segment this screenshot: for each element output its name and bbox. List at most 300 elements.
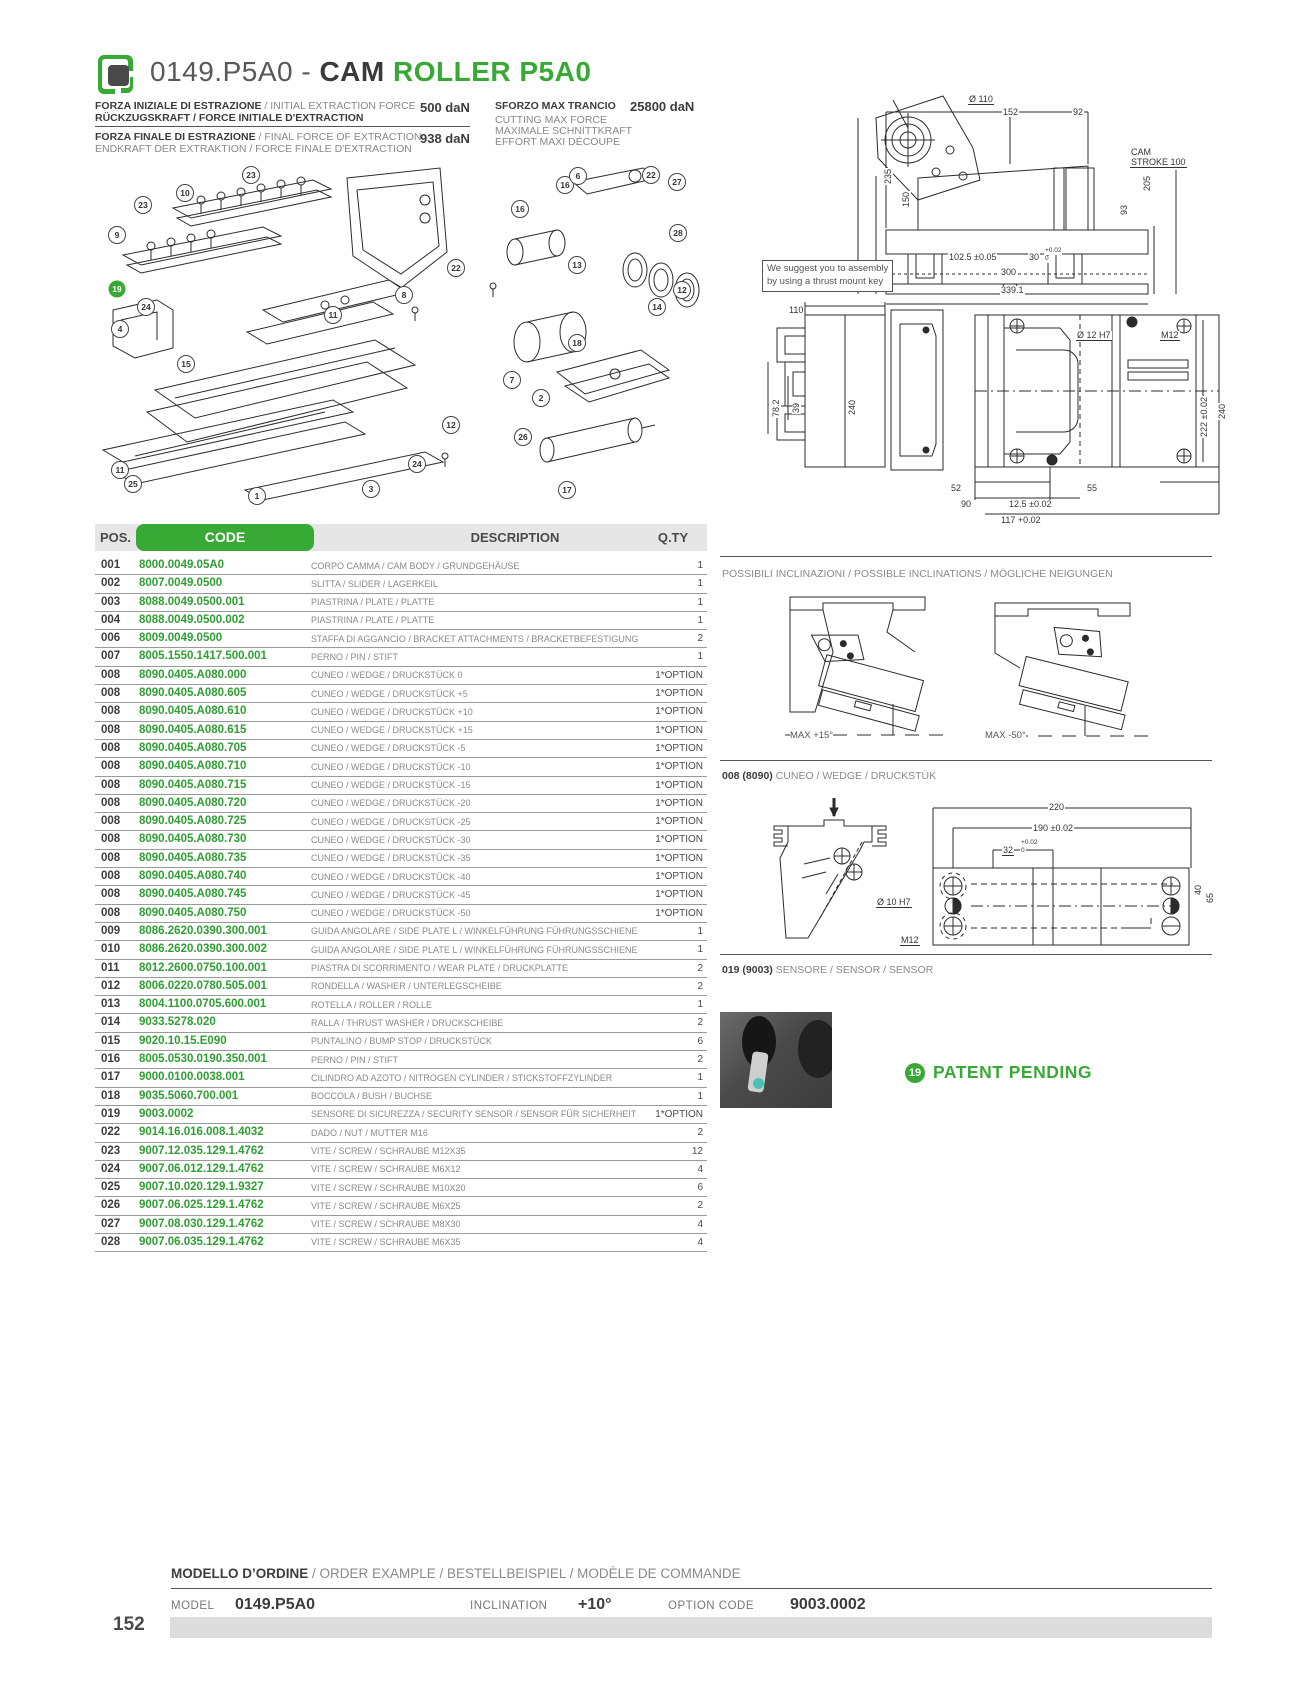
cell-code: 9014.16.016.008.1.4032 (139, 1126, 264, 1139)
dimension-label: 150 (901, 191, 911, 207)
cell-code: 9007.06.025.129.1.4762 (139, 1199, 264, 1212)
force-final-line2 (95, 143, 412, 155)
dimension-label: M12 (901, 935, 919, 945)
svg-text:13: 13 (572, 260, 582, 270)
cell-qty: 1 (697, 1072, 703, 1084)
svg-text:27: 27 (672, 177, 682, 187)
svg-text:22: 22 (646, 170, 656, 180)
cell-code: 8006.0220.0780.505.001 (139, 979, 267, 992)
cell-pos: 027 (101, 1217, 121, 1230)
max-cutting-label (495, 100, 616, 112)
cell-qty: 1 (697, 651, 703, 663)
svg-text:8: 8 (401, 290, 407, 300)
cell-desc: SENSORE DI SICUREZZA / SECURITY SENSOR / SENSOR FÜR SICHERHEIT (311, 1109, 637, 1120)
header-description: DESCRIPTION (470, 530, 560, 545)
dimension-label: 39 (791, 402, 801, 413)
inclinations-title: POSSIBILI INCLINAZIONI / POSSIBLE INCLINATIONS / MÖGLICHE NEIGUNGEN (722, 568, 1113, 580)
dimension-label: 205 (1142, 175, 1152, 191)
cell-pos: 017 (101, 1071, 121, 1084)
cell-code: 8012.2600.0750.100.001 (139, 961, 267, 974)
cell-pos: 018 (101, 1089, 121, 1102)
dimension-label: 110 (789, 305, 804, 315)
cell-pos: 016 (101, 1053, 121, 1066)
cell-pos: 022 (101, 1126, 121, 1139)
cell-desc: GUIDA ANGOLARE / SIDE PLATE L / WINKELFÜHRUNG FÜHRUNGSSCHIENE (311, 926, 638, 937)
svg-text:18: 18 (572, 338, 582, 348)
max-plus-label: MAX +15° (790, 730, 834, 741)
cell-desc: CUNEO / WEDGE / DRUCKSTÜCK +15 (311, 725, 473, 736)
cell-desc: VITE / SCREW / SCHRAUBE M8X30 (311, 1219, 461, 1230)
dimension-label: 339.1 (1001, 285, 1024, 295)
cell-desc: CUNEO / WEDGE / DRUCKSTÜCK -10 (311, 761, 471, 772)
callout-badge (515, 429, 532, 446)
dimension-label: 32 (1003, 845, 1014, 855)
table-row (95, 667, 707, 685)
wedge-section-title (722, 770, 936, 782)
cell-code: 8007.0049.0500 (139, 577, 223, 590)
svg-text:7: 7 (509, 375, 515, 385)
table-row (95, 868, 707, 886)
table-row (95, 740, 707, 758)
cell-code: 8090.0405.A080.730 (139, 833, 247, 846)
dimension-label: STROKE 100 (1131, 157, 1186, 167)
callout-badge (177, 185, 194, 202)
svg-text:23: 23 (138, 200, 148, 210)
cell-code: 8088.0049.0500.001 (139, 595, 245, 608)
cell-qty: 1*OPTION (655, 797, 703, 809)
cell-code: 8090.0405.A080.615 (139, 723, 247, 736)
cell-pos: 011 (101, 961, 120, 974)
cell-code: 8005.1550.1417.500.001 (139, 650, 267, 663)
section-divider-1 (720, 556, 1212, 557)
header-code: CODE (136, 524, 314, 551)
svg-text:16: 16 (560, 180, 570, 190)
table-row (95, 850, 707, 868)
inclination-minus-drawing (985, 598, 1160, 742)
max-cutting-value: 25800 daN (630, 99, 695, 114)
cell-code: 9007.06.012.129.1.4762 (139, 1162, 264, 1175)
cell-desc: VITE / SCREW / SCHRAUBE M6X25 (311, 1200, 461, 1211)
callout-badge (243, 167, 260, 184)
inclination-label: INCLINATION (470, 1600, 548, 1612)
callout-badge (178, 356, 195, 373)
callout-badge (125, 476, 142, 493)
svg-text:24: 24 (412, 459, 422, 469)
footer-bar (170, 1617, 1212, 1638)
dimension-label: 90 (961, 499, 972, 509)
svg-text:2: 2 (538, 393, 544, 403)
dimension-label: 190 ±0.02 (1033, 823, 1073, 833)
cell-pos: 019 (101, 1107, 121, 1120)
cell-desc: CUNEO / WEDGE / DRUCKSTÜCK -20 (311, 798, 471, 809)
dimension-label: 12.5 ±0.02 (1009, 499, 1052, 509)
callout-badge (670, 225, 687, 242)
cell-qty: 2 (697, 980, 703, 992)
exploded-view-drawing (95, 160, 710, 520)
wedge-plan-drawing (933, 798, 1191, 948)
table-row (95, 758, 707, 776)
dimension-label: 55 (1087, 483, 1098, 493)
dimension-label: 0 (1021, 847, 1025, 854)
cell-desc: ROTELLA / ROLLER / ROLLE (311, 999, 433, 1010)
cell-desc: PIASTRINA / PLATE / PLATTE (311, 615, 435, 626)
svg-text:11: 11 (115, 465, 125, 475)
cell-desc: CUNEO / WEDGE / DRUCKSTÜCK +10 (311, 706, 473, 717)
force-initial-value: 500 daN (420, 100, 470, 115)
cell-code: 8090.0405.A080.710 (139, 760, 247, 773)
cell-qty: 1*OPTION (655, 742, 703, 754)
table-row (95, 1014, 707, 1032)
cell-desc: CUNEO / WEDGE / DRUCKSTÜCK -5 (311, 743, 466, 754)
cell-code: 8090.0405.A080.750 (139, 906, 247, 919)
cell-code: 8086.2620.0390.300.002 (139, 943, 267, 956)
cell-pos: 012 (101, 979, 121, 992)
svg-text:14: 14 (652, 302, 662, 312)
cell-desc: GUIDA ANGOLARE / SIDE PLATE L / WINKELFÜHRUNG FÜHRUNGSSCHIENE (311, 944, 638, 955)
cell-code: 9033.5278.020 (139, 1016, 216, 1029)
cell-qty: 1 (697, 614, 703, 626)
cell-code: 8090.0405.A080.000 (139, 668, 247, 681)
cell-qty: 1 (697, 1090, 703, 1102)
page-title (150, 56, 591, 88)
cell-code: 8088.0049.0500.002 (139, 613, 245, 626)
cell-qty: 4 (697, 1218, 703, 1230)
sensor-ref-desc: SENSORE / SENSOR / SENSOR (772, 964, 934, 976)
callout-badge (570, 168, 587, 185)
dimension-label: 92 (1073, 107, 1084, 117)
cell-pos: 024 (101, 1162, 121, 1175)
callout-badge (249, 488, 266, 505)
callout-badge (443, 417, 460, 434)
wedge-ref-desc: CUNEO / WEDGE / DRUCKSTÜK (772, 770, 937, 782)
dimension-label: 152 (1003, 107, 1019, 117)
dimension-label: 300 (1001, 267, 1017, 277)
callout-badge (674, 282, 691, 299)
cell-desc: VITE / SCREW / SCHRAUBE M6X35 (311, 1237, 461, 1248)
cell-pos: 008 (101, 778, 121, 791)
dimension-label: M12 (1161, 330, 1179, 340)
patent-pending-label: PATENT PENDING (933, 1062, 1092, 1082)
cell-desc: VITE / SCREW / SCHRAUBE M10X20 (311, 1182, 466, 1193)
patent-pending (905, 1062, 1092, 1083)
cell-desc: DADO / NUT / MUTTER M16 (311, 1127, 428, 1138)
svg-text:19: 19 (112, 284, 122, 294)
order-title-rest: / ORDER EXAMPLE / BESTELLBEISPIEL / MODÈLE DE COMMANDE (308, 1566, 741, 1581)
cell-pos: 008 (101, 741, 121, 754)
dimension-label: 93 (1119, 204, 1129, 215)
cell-desc: BOCCOLA / BUSH / BUCHSE (311, 1091, 433, 1102)
cell-qty: 2 (697, 962, 703, 974)
table-row (95, 648, 707, 666)
svg-text:10: 10 (180, 188, 190, 198)
header-qty: Q.TY (657, 530, 689, 545)
table-row (95, 1216, 707, 1234)
svg-text:1: 1 (254, 491, 260, 501)
force-final-label: FORZA FINALE DI ESTRAZIONE (95, 131, 256, 143)
table-row (95, 722, 707, 740)
cell-desc: CILINDRO AD AZOTO / NITROGEN CYLINDER / STICKSTOFFZYLINDER (311, 1072, 613, 1083)
inclination-value: +10° (578, 1596, 612, 1613)
table-row (95, 941, 707, 959)
cell-desc: CUNEO / WEDGE / DRUCKSTÜCK -40 (311, 871, 471, 882)
cell-desc: CUNEO / WEDGE / DRUCKSTÜCK -45 (311, 889, 471, 900)
table-row (95, 1069, 707, 1087)
cell-desc: CORPO CAMMA / CAM BODY / GRUNDGEHÄUSE (311, 560, 520, 571)
cell-pos: 003 (101, 595, 121, 608)
dimension-label: 235 (883, 168, 893, 184)
callout-badge (363, 481, 380, 498)
cell-code: 8090.0405.A080.605 (139, 687, 247, 700)
cell-qty: 1*OPTION (655, 852, 703, 864)
model-label: MODEL (171, 1600, 215, 1612)
force-final-value: 938 daN (420, 131, 470, 146)
max-cutting-label-it: SFORZO MAX TRANCIO (495, 100, 616, 112)
force-initial-line2 (95, 112, 364, 124)
cell-qty: 12 (691, 1145, 703, 1157)
svg-text:22: 22 (451, 263, 461, 273)
dimension-label: 240 (1217, 403, 1227, 419)
option-code-label: OPTION CODE (668, 1600, 755, 1612)
svg-text:3: 3 (368, 484, 374, 494)
wedge-ref: 008 (8090) (722, 770, 773, 782)
dimension-label: +0.02 (1045, 247, 1062, 254)
table-row (95, 831, 707, 849)
table-row (95, 813, 707, 831)
table-row (95, 1143, 707, 1161)
cell-desc: PIASTRA DI SCORRIMENTO / WEAR PLATE / DRUCKPLATTE (311, 963, 569, 974)
option-code-value: 9003.0002 (790, 1596, 866, 1613)
svg-text:11: 11 (328, 310, 338, 320)
callout-badge (109, 227, 126, 244)
callout-badge (409, 456, 426, 473)
dimension-label: 52 (951, 483, 962, 493)
cell-code: 9000.0100.0038.001 (139, 1071, 245, 1084)
cell-pos: 009 (101, 924, 121, 937)
dimension-label: 240 (847, 399, 857, 415)
cell-qty: 1*OPTION (655, 834, 703, 846)
table-row (95, 978, 707, 996)
cell-qty: 4 (697, 1236, 703, 1248)
parts-table (95, 524, 707, 1252)
table-row (95, 777, 707, 795)
table-row (95, 996, 707, 1014)
force-initial-label: FORZA INIZIALE DI ESTRAZIONE (95, 100, 262, 112)
cell-qty: 1*OPTION (655, 724, 703, 736)
cell-pos: 026 (101, 1199, 121, 1212)
cell-desc: CUNEO / WEDGE / DRUCKSTÜCK -25 (311, 816, 471, 827)
patent-badge-19: 19 (905, 1063, 925, 1083)
cell-qty: 2 (697, 1054, 703, 1066)
cell-code: 9007.08.030.129.1.4762 (139, 1217, 264, 1230)
cell-pos: 010 (101, 943, 121, 956)
callout-badge (504, 372, 521, 389)
section-divider-3 (720, 954, 1212, 955)
cell-desc: PERNO / PIN / STIFT (311, 1054, 399, 1065)
cell-code: 8090.0405.A080.725 (139, 815, 247, 828)
dimension-label: 78.2 (771, 399, 781, 417)
table-row (95, 685, 707, 703)
cell-desc: SLITTA / SLIDER / LAGERKEIL (311, 578, 438, 589)
cell-pos: 008 (101, 888, 121, 901)
cell-pos: 008 (101, 705, 121, 718)
cell-code: 8009.0049.0500 (139, 632, 223, 645)
cell-qty: 2 (697, 633, 703, 645)
force-divider (95, 126, 470, 127)
cell-qty: 1 (697, 925, 703, 937)
dimension-label: Ø 10 H7 (877, 897, 911, 907)
cell-qty: 1*OPTION (655, 688, 703, 700)
cell-qty: 6 (697, 1035, 703, 1047)
brand-logo-icon (95, 52, 141, 98)
order-example-title (171, 1566, 741, 1581)
table-row (95, 905, 707, 923)
cell-qty: 1*OPTION (655, 907, 703, 919)
cell-code: 9007.12.035.129.1.4762 (139, 1144, 264, 1157)
dimension-label: 65 (1205, 892, 1215, 903)
table-row (95, 557, 707, 575)
cell-qty: 1*OPTION (655, 761, 703, 773)
dimension-label: 220 (1049, 802, 1065, 812)
svg-text:9: 9 (114, 230, 120, 240)
cell-qty: 2 (697, 1017, 703, 1029)
callout-badge (643, 167, 660, 184)
callout-badge (135, 197, 152, 214)
table-row (95, 1197, 707, 1215)
title-roller: ROLLER P5A0 (384, 56, 592, 87)
dimension-label: 102.5 ±0.05 (949, 252, 997, 262)
dimension-label: Ø 110 (969, 94, 993, 104)
cell-qty: 1*OPTION (655, 816, 703, 828)
cell-desc: RALLA / THRUST WASHER / DRUCKSCHEIBE (311, 1017, 504, 1028)
max-cutting-sub-fr: EFFORT MAXI DÉCOUPE (495, 136, 621, 148)
assembly-note-line2: by using a thrust mount key (767, 275, 884, 287)
svg-text:12: 12 (677, 285, 687, 295)
cell-qty: 1 (697, 944, 703, 956)
cell-pos: 008 (101, 760, 121, 773)
table-row (95, 575, 707, 593)
callout-badge (559, 482, 576, 499)
cell-pos: 008 (101, 906, 121, 919)
callout-badge (512, 201, 529, 218)
cell-pos: 014 (101, 1016, 121, 1029)
dimension-label: CAM (1131, 147, 1151, 157)
cell-qty: 1*OPTION (655, 871, 703, 883)
callout-badge (396, 287, 413, 304)
parts-table-rows (95, 557, 707, 1252)
table-row (95, 594, 707, 612)
cell-desc: STAFFA DI AGGANCIO / BRACKET ATTACHMENTS / BRACKETBEFESTIGUNG (311, 633, 639, 644)
cell-desc: PERNO / PIN / STIFT (311, 651, 399, 662)
cell-code: 9020.10.15.E090 (139, 1034, 227, 1047)
cell-qty: 1 (697, 560, 703, 571)
cell-pos: 025 (101, 1181, 121, 1194)
table-row (95, 886, 707, 904)
assembly-note-line1: We suggest you to assembly (767, 263, 889, 274)
cell-qty: 1*OPTION (655, 1108, 703, 1120)
cell-pos: 008 (101, 833, 121, 846)
cell-pos: 008 (101, 815, 121, 828)
cell-qty: 1 (697, 578, 703, 590)
svg-text:23: 23 (246, 170, 256, 180)
cell-qty: 2 (697, 1200, 703, 1212)
force-final-label-de: ENDKRAFT DER EXTRAKTION / FORCE FINALE D'EXTRACTION (95, 143, 412, 155)
callout-badge (669, 174, 686, 191)
svg-text:4: 4 (117, 324, 123, 334)
cell-pos: 008 (101, 870, 121, 883)
dimension-label: 40 (1193, 884, 1203, 895)
sensor-photo (720, 1012, 832, 1108)
table-row (95, 1051, 707, 1069)
cell-desc: RONDELLA / WASHER / UNTERLEGSCHEIBE (311, 981, 502, 992)
cell-code: 8090.0405.A080.705 (139, 741, 247, 754)
cell-qty: 1 (697, 999, 703, 1011)
cell-pos: 008 (101, 668, 121, 681)
cell-pos: 007 (101, 650, 121, 663)
dimension-label: Ø 12 H7 (1077, 330, 1111, 340)
table-row (95, 1033, 707, 1051)
cell-pos: 008 (101, 723, 121, 736)
cell-qty: 4 (697, 1163, 703, 1175)
table-row (95, 630, 707, 648)
model-value: 0149.P5A0 (235, 1596, 316, 1613)
cell-desc: CUNEO / WEDGE / DRUCKSTÜCK -15 (311, 780, 471, 791)
section-divider-2 (720, 760, 1212, 761)
callout-badge-green (109, 281, 126, 298)
cell-pos: 008 (101, 796, 121, 809)
table-row (95, 612, 707, 630)
max-minus-label: MAX -50° (985, 730, 1026, 741)
cell-pos: 006 (101, 632, 121, 645)
cell-qty: 6 (697, 1182, 703, 1194)
cell-code: 9035.5060.700.001 (139, 1089, 239, 1102)
sensor-ref: 019 (9003) (722, 964, 773, 976)
page-number: 152 (113, 1614, 145, 1635)
photo-hole (798, 1020, 832, 1078)
dimension-label: 117 +0.02 (1001, 515, 1041, 525)
callout-badge (448, 260, 465, 277)
force-initial-label-de: RÜCKZUGSKRAFT / FORCE INITIALE D'EXTRACTION (95, 112, 364, 124)
callout-badge (649, 299, 666, 316)
dimension-label: +0.02 (1021, 839, 1038, 846)
cell-qty: 1*OPTION (655, 706, 703, 718)
cell-code: 8090.0405.A080.735 (139, 851, 247, 864)
table-row (95, 1106, 707, 1124)
cell-desc: VITE / SCREW / SCHRAUBE M6X12 (311, 1164, 461, 1175)
cell-desc: VITE / SCREW / SCHRAUBE M12X35 (311, 1146, 466, 1156)
dimension-label: 0 (1045, 255, 1049, 262)
table-row (95, 1234, 707, 1252)
cell-pos: 008 (101, 687, 121, 700)
cell-code: 8005.0530.0190.350.001 (139, 1053, 267, 1066)
callout-badge (569, 335, 586, 352)
cell-code: 8090.0405.A080.720 (139, 796, 247, 809)
table-row (95, 703, 707, 721)
cell-code: 9003.0002 (139, 1107, 194, 1120)
cell-desc: CUNEO / WEDGE / DRUCKSTÜCK 0 (311, 670, 463, 681)
cell-pos: 001 (101, 559, 121, 571)
cell-pos: 015 (101, 1034, 121, 1047)
inclination-plus-drawing (775, 592, 960, 742)
force-final-line1 (95, 131, 421, 143)
title-code: 0149.P5A0 - (150, 56, 320, 87)
cell-desc: CUNEO / WEDGE / DRUCKSTÜCK -35 (311, 853, 471, 864)
callout-badge (138, 299, 155, 316)
svg-text:25: 25 (128, 479, 138, 489)
svg-text:24: 24 (141, 302, 151, 312)
callout-badge (112, 321, 129, 338)
svg-text:26: 26 (518, 432, 528, 442)
cell-code: 8090.0405.A080.745 (139, 888, 247, 901)
